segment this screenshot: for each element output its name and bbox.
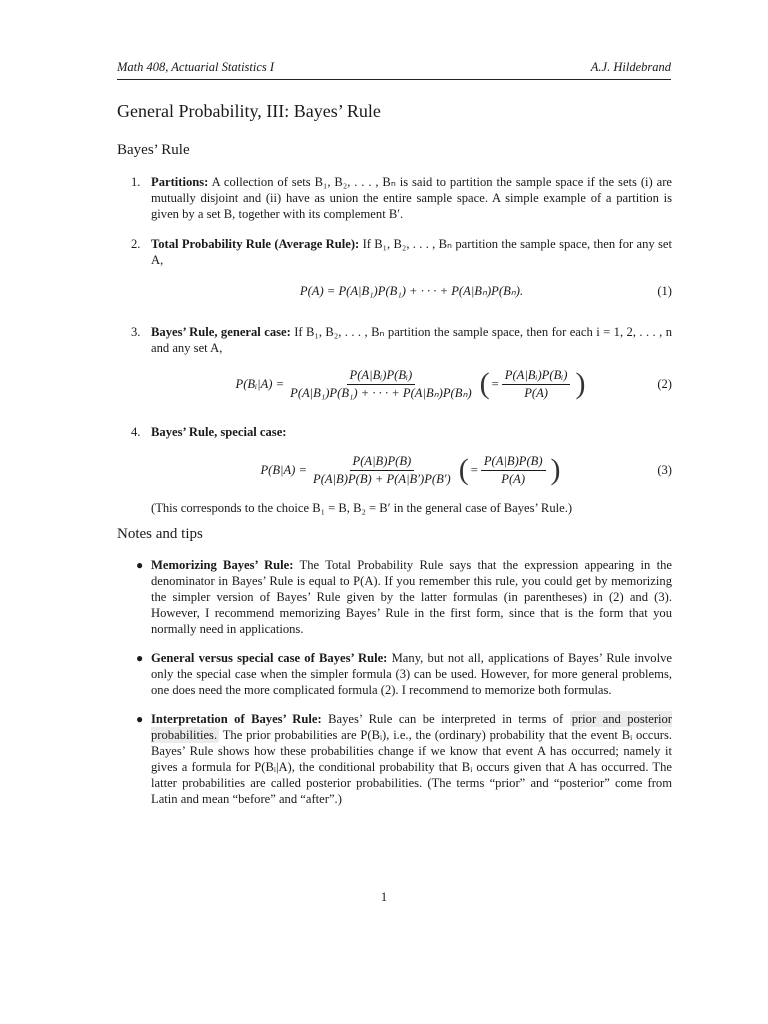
equation-2-number: (2) [657, 377, 672, 391]
bullet-text-b: The prior probabilities are P(Bᵢ), i.e., the (ordinary) probability that the event Bᵢ occurs. Bayes’ Rule shows how these probabilities change if we know that event A has occurred; namely it gives a formula for P(Bᵢ|A), the conditional probability that Bᵢ occurs given that A has occurred. The latter probabilities are called posterior probabilities. (The terms “prior” and “posterior” come from Latin and mean “before” and “after”.) [151, 728, 672, 806]
section-heading-notes: Notes and tips [117, 526, 203, 542]
bullet-text: The Total Probability Rule says that the expression appearing in the denominator in Bayes’ Rule is equal to P(A). If you remember this rule, you could get by memorizing the simpler version of Bayes’ Rule given by the latter formulas (in parentheses) in (2) and (3). However, I recommend memorizing Bayes’ Rule in the first form, since that is the form that you normally need in applications. [151, 558, 672, 636]
page-title: General Probability, III: Bayes’ Rule [117, 101, 381, 121]
left-paren: ( [479, 367, 490, 400]
item-text: A collection of sets B₁, B₂, . . . , Bₙ is said to partition the sample space if the sets (i) are mutually disjoint and (ii) have as union the entire sample space. A simple example of a partition is given by a set B, together with its complement B′. [151, 175, 672, 221]
list-item-total-probability [117, 236, 672, 268]
bullet-term: Interpretation of Bayes’ Rule: [151, 712, 322, 726]
list-item-interpretation [117, 711, 672, 807]
right-paren: ) [575, 367, 586, 400]
equation-3-numerator: P(A|B)P(B) [350, 454, 415, 471]
section-heading-bayes-rule: Bayes’ Rule [117, 142, 190, 158]
item-term: Bayes’ Rule, special case: [151, 425, 287, 439]
item-term: Partitions: [151, 175, 209, 189]
list-item-bayes-special [117, 424, 672, 440]
left-paren: ( [458, 453, 469, 486]
equation-3-denominator: P(A|B)P(B) + P(A|B′)P(B′) [313, 471, 451, 486]
bullet-text: Many, but not all, applications of Bayes’ Rule involve only the special case when the simpler formula (3) can be used. However, for more general problems, one does need the more complicated formula (2). I recommend to memorize both formulas. [151, 651, 672, 697]
equals-sign: = [491, 377, 499, 391]
bullet-text-a: Bayes’ Rule can be interpreted in terms of [328, 712, 564, 726]
header-rule [117, 79, 671, 80]
equation-2-fraction [287, 368, 475, 401]
page-number: 1 [380, 890, 388, 904]
equation-1-number: (1) [657, 284, 672, 298]
equation-3-number: (3) [657, 463, 672, 477]
equation-2-simple-denominator: P(A) [524, 385, 548, 400]
running-header [117, 60, 671, 75]
bayes-rule-list [117, 174, 672, 516]
equation-2 [151, 364, 672, 404]
equation-2-lhs: P(Bᵢ|A) = [235, 377, 285, 391]
equation-3 [151, 450, 672, 490]
item-term: Total Probability Rule (Average Rule): [151, 237, 360, 251]
item-number: 1. [131, 175, 141, 189]
equation-3-simple-numerator: P(A|B)P(B) [481, 454, 546, 471]
equation-2-numerator: P(A|Bᵢ)P(Bᵢ) [347, 368, 416, 385]
notes-list [117, 557, 672, 820]
item-term: Bayes’ Rule, general case: [151, 325, 291, 339]
list-item-partitions [117, 174, 672, 222]
item-number: 3. [131, 325, 141, 339]
right-paren: ) [550, 453, 561, 486]
course-name: Math 408, Actuarial Statistics I [117, 60, 275, 74]
bullet-icon: ● [136, 651, 144, 665]
equation-3-simple-fraction [481, 454, 546, 487]
item-number: 4. [131, 425, 141, 439]
equation-3-lhs: P(B|A) = [260, 463, 308, 477]
equation-1-body: P(A) = P(A|B₁)P(B₁) + · · · + P(A|Bₙ)P(Bₙ). [299, 284, 524, 298]
bullet-icon: ● [136, 558, 144, 572]
author-name: A.J. Hildebrand [590, 60, 671, 74]
item-text: If B₁, B₂, . . . , Bₙ partition the sample space, then for any set A, [151, 237, 673, 267]
bullet-icon: ● [136, 712, 144, 726]
equation-2-denominator: P(A|B₁)P(B₁) + · · · + P(A|Bₙ)P(Bₙ) [290, 385, 472, 400]
equals-sign: = [470, 463, 478, 477]
equation-3-fraction [310, 454, 454, 487]
list-item-general-vs-special [117, 650, 672, 698]
special-case-note: (This corresponds to the choice B₁ = B, B₂ = B′ in the general case of Bayes’ Rule.) [151, 501, 573, 515]
list-item-memorizing [117, 557, 672, 637]
bullet-term: General versus special case of Bayes’ Rule: [151, 651, 388, 665]
equation-2-simple-numerator: P(A|Bᵢ)P(Bᵢ) [502, 368, 571, 385]
item-text: If B₁, B₂, . . . , Bₙ partition the sample space, then for each i = 1, 2, . . . , n and any set A, [151, 325, 672, 355]
list-item-bayes-general [117, 324, 672, 356]
equation-3-simple-denominator: P(A) [501, 471, 526, 486]
item-number: 2. [131, 237, 141, 251]
equation-1 [151, 276, 672, 306]
bullet-term: Memorizing Bayes’ Rule: [151, 558, 294, 572]
highlighted-text[interactable]: prior and posterior probabilities. [151, 712, 673, 742]
equation-2-simple-fraction [502, 368, 571, 401]
